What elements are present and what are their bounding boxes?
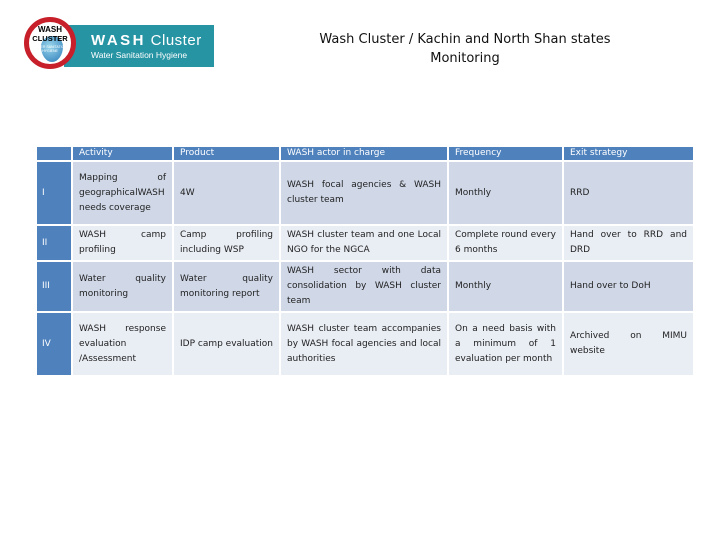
cell-exit-strategy: Hand over to DoH bbox=[564, 262, 693, 311]
table-row bbox=[37, 162, 693, 224]
header-activity: Activity bbox=[73, 147, 172, 160]
cell-frequency: On a need basis with a minimum of 1 evaluation per month bbox=[449, 313, 562, 375]
cell-activity: Water quality monitoring bbox=[73, 262, 172, 311]
row-number: IV bbox=[37, 313, 71, 375]
row-number: II bbox=[37, 226, 71, 260]
cell-product: Camp profiling including WSP bbox=[174, 226, 279, 260]
cell-actor: WASH sector with data consolidation by WASH cluster team bbox=[281, 262, 447, 311]
header-product: Product bbox=[174, 147, 279, 160]
cell-exit-strategy: RRD bbox=[564, 162, 693, 224]
cell-product: IDP camp evaluation bbox=[174, 313, 279, 375]
title-line-1: Wash Cluster / Kachin and North Shan states bbox=[319, 32, 611, 47]
logo-banner bbox=[64, 25, 214, 67]
page-title bbox=[290, 30, 640, 68]
row-number: I bbox=[37, 162, 71, 224]
cell-actor: WASH cluster team and one Local NGO for the NGCA bbox=[281, 226, 447, 260]
wash-cluster-logo bbox=[24, 17, 214, 75]
row-number: III bbox=[37, 262, 71, 311]
cell-frequency: Complete round every 6 months bbox=[449, 226, 562, 260]
title-line-2: Monitoring bbox=[430, 51, 500, 66]
cell-exit-strategy: Archived on MIMU website bbox=[564, 313, 693, 375]
header-exit-strategy: Exit strategy bbox=[564, 147, 693, 160]
table-row bbox=[37, 262, 693, 311]
cell-frequency: Monthly bbox=[449, 162, 562, 224]
table-row bbox=[37, 226, 693, 260]
logo-drop-icon: WASH CLUSTER WATER SANITATION HYGIENE bbox=[24, 17, 76, 69]
cell-exit-strategy: Hand over to RRD and DRD bbox=[564, 226, 693, 260]
cell-activity: WASH camp profiling bbox=[73, 226, 172, 260]
cell-activity: WASH response evaluation /Assessment bbox=[73, 313, 172, 375]
logo-banner-title: WASH Cluster bbox=[91, 32, 202, 49]
table-header-row bbox=[37, 147, 693, 160]
cell-actor: WASH focal agencies & WASH cluster team bbox=[281, 162, 447, 224]
table-row bbox=[37, 313, 693, 375]
logo-banner-subtitle: Water Sanitation Hygiene bbox=[91, 50, 188, 60]
cell-product: 4W bbox=[174, 162, 279, 224]
header-actor: WASH actor in charge bbox=[281, 147, 447, 160]
cell-frequency: Monthly bbox=[449, 262, 562, 311]
cell-activity: Mapping of geographicalWASH needs coverage bbox=[73, 162, 172, 224]
cell-actor: WASH cluster team accompanies by WASH focal agencies and local authorities bbox=[281, 313, 447, 375]
header-num bbox=[37, 147, 71, 160]
header-frequency: Frequency bbox=[449, 147, 562, 160]
cell-product: Water quality monitoring report bbox=[174, 262, 279, 311]
monitoring-table bbox=[35, 145, 695, 377]
